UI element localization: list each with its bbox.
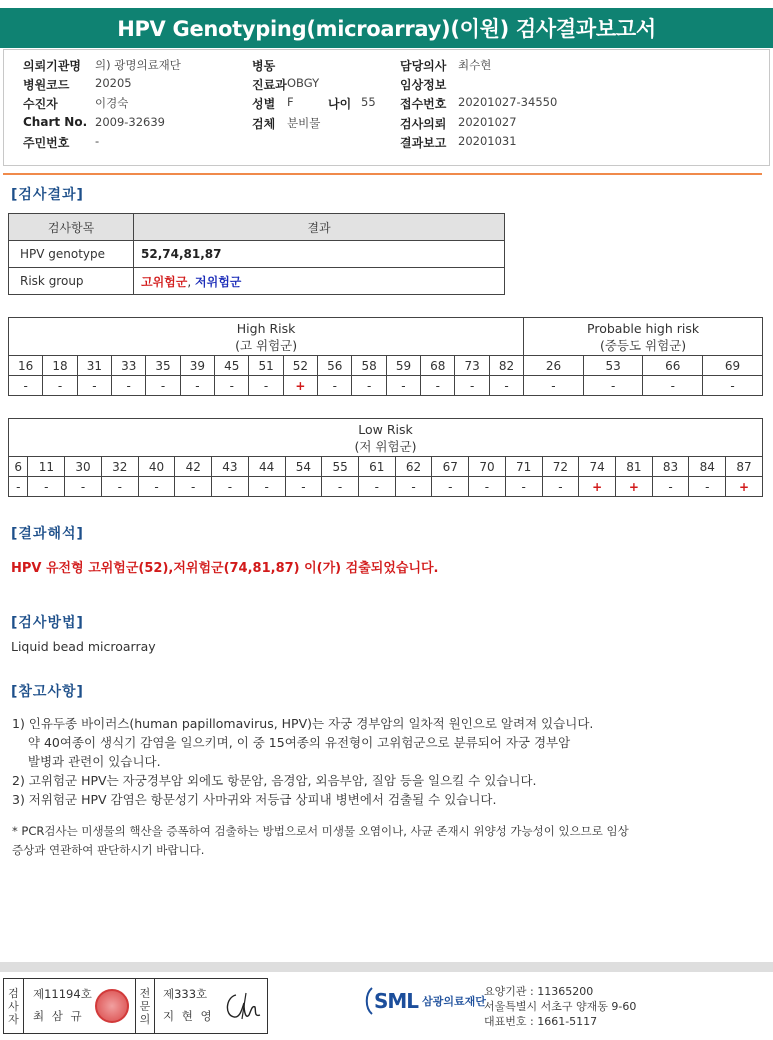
info-label: 병원코드 — [23, 78, 70, 92]
high-risk-result-56: - — [318, 376, 352, 396]
high-risk-type-59: 59 — [386, 356, 420, 376]
lab-info — [484, 984, 636, 1029]
low-risk-result-32: - — [101, 477, 138, 497]
low-risk-result-83: - — [652, 477, 689, 497]
low-risk-result-72: - — [542, 477, 579, 497]
high-risk-type-56: 56 — [318, 356, 352, 376]
high-risk-result-39: - — [180, 376, 214, 396]
footnote-line: 증상과 연관하여 판단하시기 바랍니다. — [12, 843, 205, 857]
low-risk-type-87: 87 — [726, 457, 763, 477]
info-label: 주민번호 — [23, 136, 70, 150]
note-line: 2) 고위험군 HPV는 자궁경부암 외에도 항문암, 음경암, 외음부암, 질암 등을 일으킬 수 있습니다. — [12, 773, 537, 788]
high-risk-type-31: 31 — [77, 356, 111, 376]
footer — [0, 972, 773, 1040]
section-title-interpretation: [결과해석] — [11, 526, 84, 542]
high-risk-result-53: - — [583, 376, 643, 396]
high-risk-type-35: 35 — [146, 356, 180, 376]
tester-vertical-char: 자 — [8, 1012, 19, 1026]
specialist-number: 제333호 — [163, 987, 208, 1001]
result-table-head-item: 검사항목 — [9, 214, 134, 241]
low-risk-type-30: 30 — [65, 457, 102, 477]
high-risk-type-53: 53 — [583, 356, 643, 376]
report-title: HPV Genotyping(microarray)(이원) 검사결과보고서 — [0, 8, 773, 48]
high-risk-type-16: 16 — [9, 356, 43, 376]
low-risk-type-72: 72 — [542, 457, 579, 477]
genotype-value: 52,74,81,87 — [134, 241, 505, 268]
age-label: 나이 — [328, 97, 352, 111]
interpretation-text: HPV 유전형 고위험군(52),저위험군(74,81,87) 이(가) 검출되었습니다. — [11, 561, 439, 576]
low-risk-type-42: 42 — [175, 457, 212, 477]
tester-name: 최 삼 규 — [33, 1009, 84, 1023]
low-risk-result-30: - — [65, 477, 102, 497]
genotype-label: HPV genotype — [9, 241, 134, 268]
low-risk-type-67: 67 — [432, 457, 469, 477]
info-value: 최수현 — [458, 58, 492, 72]
low-risk-result-87: + — [726, 477, 763, 497]
company-logo — [364, 986, 486, 1016]
high-risk-type-73: 73 — [455, 356, 489, 376]
low-risk-result-43: - — [212, 477, 249, 497]
high-risk-type-33: 33 — [112, 356, 146, 376]
logo-company-name: 삼광의료재단 — [422, 995, 486, 1008]
signature-box — [3, 978, 268, 1034]
low-risk-type-84: 84 — [689, 457, 726, 477]
high-risk-result-66: - — [643, 376, 703, 396]
risk-separator: , — [187, 274, 196, 289]
high-risk-type-58: 58 — [352, 356, 386, 376]
low-risk-result-71: - — [505, 477, 542, 497]
high-risk-result-33: - — [112, 376, 146, 396]
high-risk-table — [8, 317, 763, 396]
high-risk-type-69: 69 — [703, 356, 763, 376]
low-risk-type-81: 81 — [615, 457, 652, 477]
info-label: 접수번호 — [400, 97, 447, 111]
tester-vertical-char: 사 — [8, 999, 19, 1013]
low-risk-type-74: 74 — [579, 457, 616, 477]
risk-group-value — [134, 268, 505, 295]
high-risk-type-66: 66 — [643, 356, 703, 376]
risk-group-label: Risk group — [9, 268, 134, 295]
high-risk-result-26: - — [524, 376, 584, 396]
low-risk-result-11: - — [28, 477, 65, 497]
info-value: 20201031 — [458, 134, 517, 148]
info-value: 분비물 — [287, 116, 321, 130]
info-label: Chart No. — [23, 115, 88, 129]
high-risk-type-68: 68 — [421, 356, 455, 376]
low-risk-type-55: 55 — [322, 457, 359, 477]
info-label: 의뢰기관명 — [23, 59, 81, 73]
high-risk-result-59: - — [386, 376, 420, 396]
low-risk-result-62: - — [395, 477, 432, 497]
risk-high-text: 고위험군 — [141, 274, 188, 289]
low-risk-header — [9, 419, 763, 457]
seal-stamp-icon — [95, 989, 129, 1023]
high-risk-result-51: - — [249, 376, 283, 396]
low-risk-type-6: 6 — [9, 457, 28, 477]
info-label: 성별 — [252, 97, 276, 111]
high-risk-result-58: - — [352, 376, 386, 396]
low-risk-table — [8, 418, 763, 497]
section-title-notes: [참고사항] — [11, 684, 84, 700]
logo-arc-icon — [364, 986, 374, 1016]
info-value: - — [95, 134, 100, 148]
info-value: OBGY — [287, 76, 320, 90]
specialist-vertical-char: 의 — [139, 1012, 151, 1026]
info-value: 20201027 — [458, 115, 517, 129]
info-label: 검체 — [252, 117, 276, 131]
lab-info-line: 요양기관 : 11365200 — [484, 985, 594, 998]
info-label: 검사의뢰 — [400, 117, 447, 131]
info-value: 2009-32639 — [95, 115, 165, 129]
high-risk-result-73: - — [455, 376, 489, 396]
high-risk-type-51: 51 — [249, 356, 283, 376]
high-risk-type-26: 26 — [524, 356, 584, 376]
info-label: 담당의사 — [400, 59, 447, 73]
high-risk-type-82: 82 — [489, 356, 523, 376]
note-line: 약 40여종이 생식기 감염을 일으키며, 이 중 15여종의 유전형이 고위험군으로 분류되어 자궁 경부암 — [12, 735, 571, 750]
info-label: 임상정보 — [400, 78, 447, 92]
specialist-name: 지 현 영 — [163, 1009, 214, 1023]
logo-sml-text: SML — [374, 989, 419, 1013]
probable-risk-header — [524, 318, 763, 356]
high-risk-result-82: - — [489, 376, 523, 396]
low-risk-type-61: 61 — [358, 457, 395, 477]
info-label: 수진자 — [23, 97, 58, 111]
low-risk-result-70: - — [469, 477, 506, 497]
tester-number: 제11194호 — [33, 987, 92, 1001]
info-label: 결과보고 — [400, 136, 447, 150]
info-value: 20205 — [95, 76, 132, 90]
high-risk-subtitle: (고 위험군) — [235, 337, 298, 353]
low-risk-type-40: 40 — [138, 457, 175, 477]
patient-info-box — [3, 49, 770, 166]
high-risk-type-45: 45 — [215, 356, 249, 376]
info-value: 의) 광명의료재단 — [95, 58, 181, 72]
low-risk-type-11: 11 — [28, 457, 65, 477]
low-risk-result-81: + — [615, 477, 652, 497]
low-risk-result-67: - — [432, 477, 469, 497]
low-risk-result-6: - — [9, 477, 28, 497]
high-risk-result-31: - — [77, 376, 111, 396]
low-risk-result-54: - — [285, 477, 322, 497]
info-value: 20201027-34550 — [458, 95, 558, 109]
tester-vertical-char: 검 — [8, 986, 19, 1000]
low-risk-result-42: - — [175, 477, 212, 497]
high-risk-type-52: 52 — [283, 356, 317, 376]
specialist-vertical-char: 전 — [139, 986, 151, 1000]
high-risk-result-52: + — [283, 376, 317, 396]
low-risk-type-43: 43 — [212, 457, 249, 477]
low-risk-result-61: - — [358, 477, 395, 497]
low-risk-type-54: 54 — [285, 457, 322, 477]
specialist-vertical-char: 문 — [139, 999, 151, 1013]
high-risk-result-16: - — [9, 376, 43, 396]
signature-icon — [222, 989, 262, 1025]
high-risk-result-18: - — [43, 376, 77, 396]
age-value: 55 — [361, 95, 376, 109]
note-line: 발병과 관련이 있습니다. — [12, 754, 161, 769]
specialist-vertical-label — [135, 979, 155, 1033]
low-risk-type-62: 62 — [395, 457, 432, 477]
low-risk-type-71: 71 — [505, 457, 542, 477]
high-risk-header — [9, 318, 524, 356]
footnote — [12, 822, 629, 860]
footnote-line: * PCR검사는 미생물의 핵산을 증폭하여 검출하는 방법으로서 미생물 오염이나, 사균 존재시 위양성 가능성이 있으므로 임상 — [12, 824, 629, 838]
info-value: F — [287, 95, 294, 109]
tester-vertical-label — [4, 979, 24, 1033]
high-risk-title: High Risk — [236, 320, 296, 336]
low-risk-type-70: 70 — [469, 457, 506, 477]
low-risk-type-83: 83 — [652, 457, 689, 477]
low-risk-title: Low Risk — [358, 421, 413, 437]
method-text: Liquid bead microarray — [11, 639, 156, 654]
low-risk-result-44: - — [248, 477, 285, 497]
divider-line — [3, 173, 762, 175]
footer-band — [0, 962, 773, 972]
info-label: 병동 — [252, 59, 276, 73]
high-risk-type-18: 18 — [43, 356, 77, 376]
high-risk-result-68: - — [421, 376, 455, 396]
high-risk-result-45: - — [215, 376, 249, 396]
lab-info-line: 서울특별시 서초구 양재동 9-60 — [484, 1000, 637, 1013]
high-risk-type-39: 39 — [180, 356, 214, 376]
low-risk-result-40: - — [138, 477, 175, 497]
probable-risk-subtitle: (중등도 위험군) — [599, 337, 687, 353]
info-label: 진료과 — [252, 78, 287, 92]
low-risk-type-32: 32 — [101, 457, 138, 477]
section-title-method: [검사방법] — [11, 615, 84, 631]
low-risk-result-55: - — [322, 477, 359, 497]
risk-low-text: 저위험군 — [195, 274, 242, 289]
high-risk-result-69: - — [703, 376, 763, 396]
low-risk-type-44: 44 — [248, 457, 285, 477]
info-value: 이경숙 — [95, 96, 129, 110]
lab-info-line: 대표번호 : 1661-5117 — [484, 1015, 598, 1028]
notes-list — [12, 714, 593, 809]
note-line: 1) 인유두종 바이러스(human papillomavirus, HPV)는 자궁 경부암의 일차적 원인으로 알려져 있습니다. — [12, 716, 594, 731]
probable-risk-title: Probable high risk — [587, 320, 700, 336]
section-title-result: [검사결과] — [11, 187, 84, 203]
low-risk-result-84: - — [689, 477, 726, 497]
result-table-head-result: 결과 — [134, 214, 505, 241]
note-line: 3) 저위험군 HPV 감염은 항문성기 사마귀와 저등급 상피내 병변에서 검출될 수 있습니다. — [12, 792, 497, 807]
low-risk-subtitle: (저 위험군) — [354, 438, 417, 454]
result-table — [8, 213, 505, 295]
low-risk-result-74: + — [579, 477, 616, 497]
high-risk-result-35: - — [146, 376, 180, 396]
